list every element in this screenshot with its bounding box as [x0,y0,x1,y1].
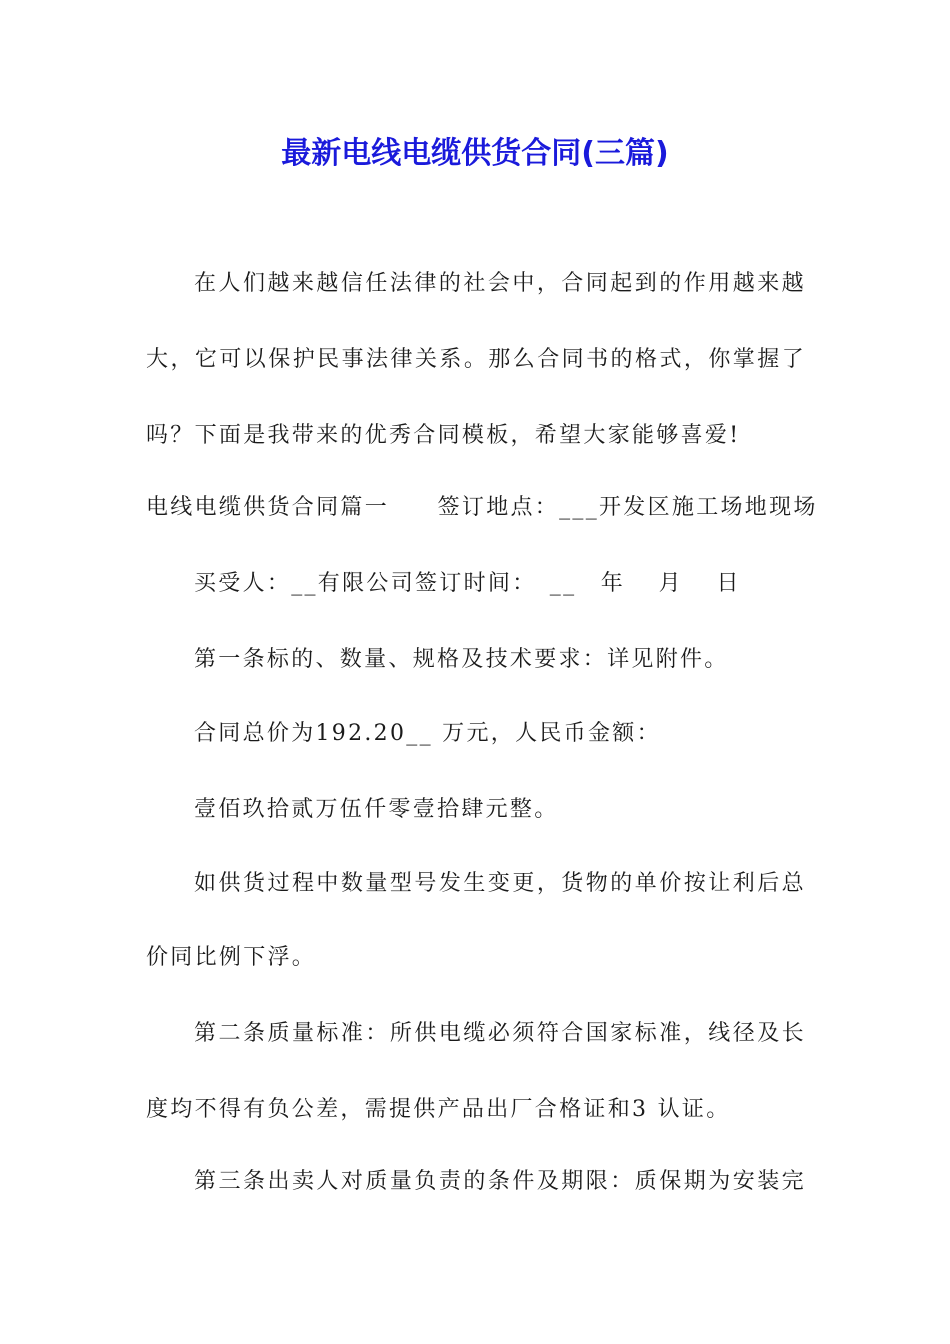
paragraph-line: 吗？下面是我带来的优秀合同模板，希望大家能够喜爱! [146,423,741,448]
paragraph-line: 第三条出卖人对质量负责的条件及期限：质保期为安装完 [194,1169,806,1194]
paragraph-line: 电线电缆供货合同篇一 签订地点：___开发区施工场地现场 [146,495,818,520]
paragraph-line: 在人们越来越信任法律的社会中，合同起到的作用越来越 [194,271,806,296]
paragraph-line: 合同总价为192.20__ 万元，人民币金额： [194,721,661,746]
paragraph-line: 壹佰玖拾贰万伍仟零壹拾肆元整。 [194,797,559,822]
paragraph-line: 第二条质量标准：所供电缆必须符合国家标准，线径及长 [194,1021,806,1046]
paragraph-line: 度均不得有负公差，需提供产品出厂合格证和3 认证。 [146,1097,731,1122]
paragraph-line: 如供货过程中数量型号发生变更，货物的单价按让利后总 [194,871,806,896]
paragraph-line: 价同比例下浮。 [146,945,317,970]
paragraph-line: 买受人：__有限公司签订时间： __ 年 月 日 [194,571,741,596]
paragraph-line: 第一条标的、数量、规格及技术要求：详见附件。 [194,647,729,672]
document-title: 最新电线电缆供货合同(三篇) [281,136,669,171]
paragraph-line: 大，它可以保护民事法律关系。那么合同书的格式，你掌握了 [146,347,806,372]
